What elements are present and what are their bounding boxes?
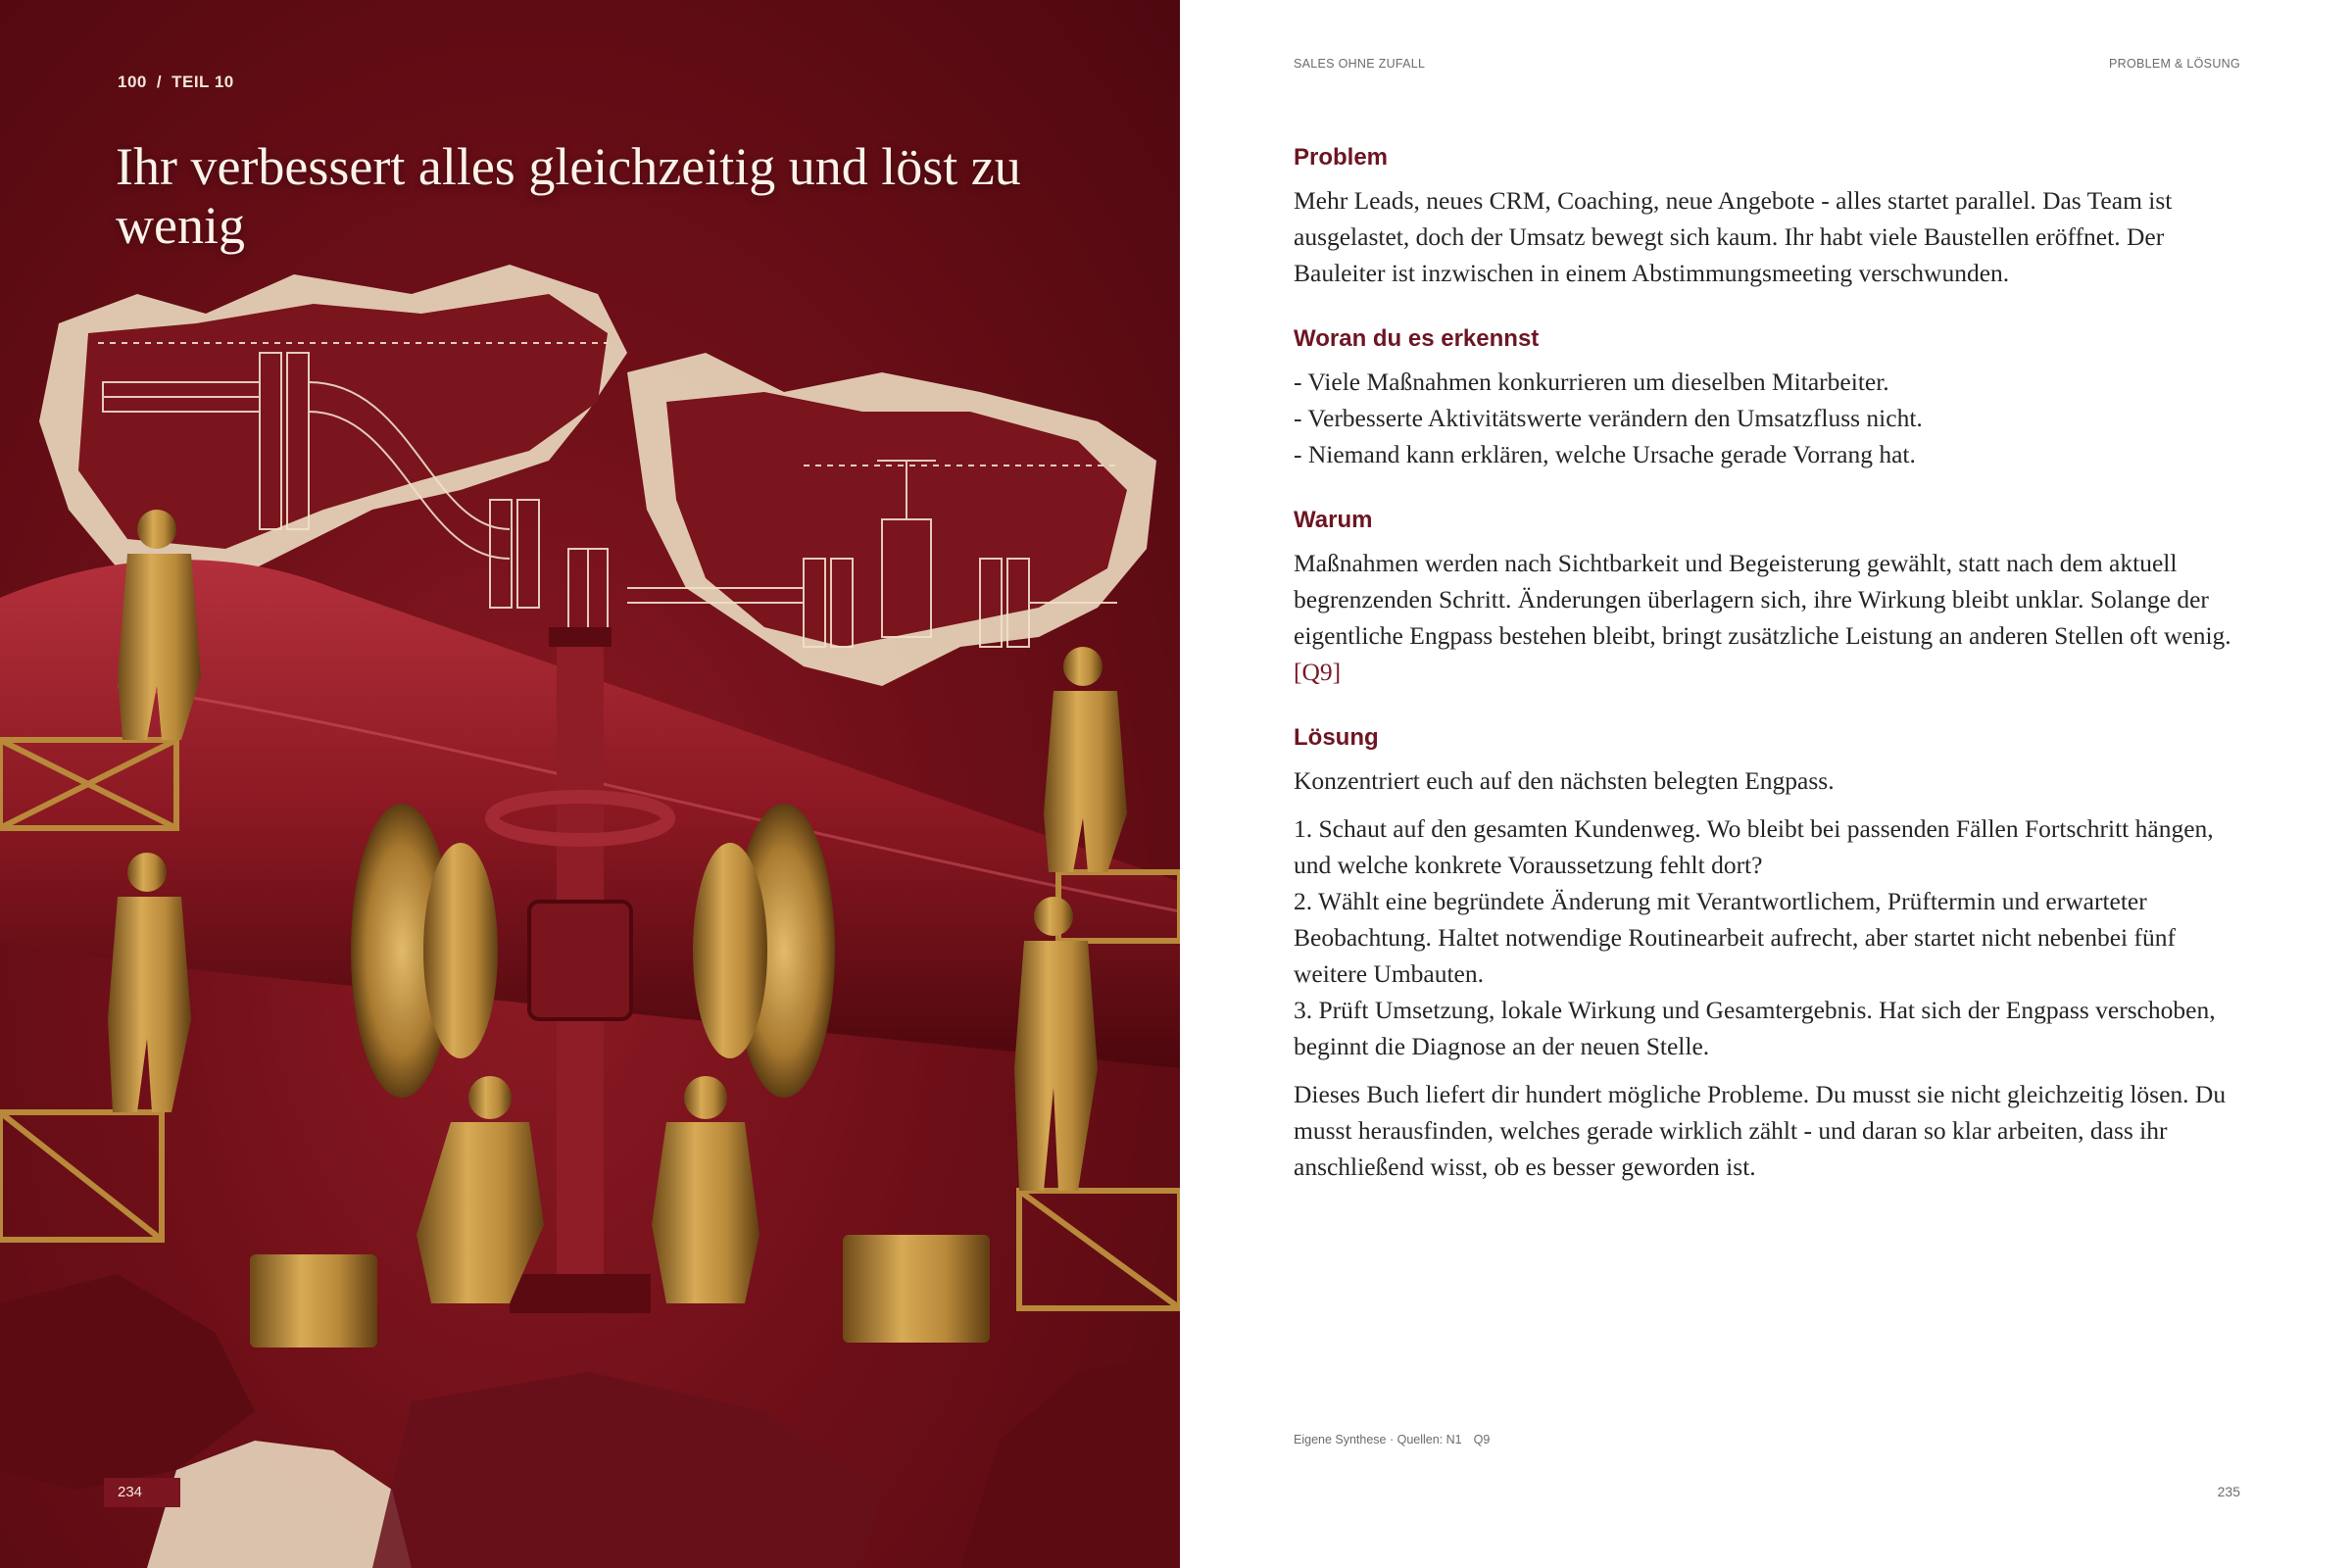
running-header-book-title: SALES OHNE ZUFALL — [1294, 57, 1426, 71]
right-page-number: 235 — [2217, 1484, 2240, 1499]
footnote — [1294, 1433, 1490, 1446]
content-body — [1294, 143, 2242, 1218]
citation-link-q9[interactable]: [Q9] — [1294, 658, 1342, 686]
solution-intro: Konzentriert euch auf den nächsten belegten Engpass. — [1294, 766, 1835, 795]
list-item: - Viele Maßnahmen konkurrieren um dieselben Mitarbeiter. — [1294, 368, 1889, 396]
solution-closing: Dieses Buch liefert dir hundert mögliche Probleme. Du musst sie nicht gleichzeitig lösen. Du musst herausfinden, welches gerade wirklich zählt - und daran so klar arbeiten, dass ihr anschließend wisst, ob es besser geworden ist. — [1294, 1080, 2227, 1181]
list-item: - Niemand kann erklären, welche Ursache gerade Vorrang hat. — [1294, 440, 1916, 468]
heading-signs: Woran du es erkennst — [1294, 325, 1540, 352]
section-signs — [1294, 324, 2242, 472]
heading-why: Warum — [1294, 507, 1373, 533]
solution-step: 1. Schaut auf den gesamten Kundenweg. Wo bleibt bei passenden Fällen Fortschritt hängen, und welche konkrete Voraussetzung fehlt dort? — [1294, 814, 2214, 879]
solution-step: 2. Wählt eine begründete Änderung mit Verantwortlichem, Prüftermin und erwarteter Beobachtung. Haltet notwendige Routinearbeit aufrecht, aber startet nicht nebenbei fünf weitere Umbauten. — [1294, 887, 2176, 988]
problem-text: Mehr Leads, neues CRM, Coaching, neue Angebote - alles startet parallel. Das Team ist ausgelastet, doch der Umsatz bewegt sich kaum. Ihr habt viele Baustellen eröffnet. Der Bauleiter ist inzwischen in einem Abstimmungsmeeting verschwunden. — [1294, 186, 2173, 287]
footnote-sources: Eigene Synthese · Quellen: N1 — [1294, 1433, 1462, 1446]
running-header-section: PROBLEM & LÖSUNG — [2109, 57, 2240, 71]
heading-solution: Lösung — [1294, 724, 1379, 751]
list-item: - Verbesserte Aktivitätswerte verändern den Umsatzfluss nicht. — [1294, 404, 1923, 432]
solution-step: 3. Prüft Umsetzung, lokale Wirkung und Gesamtergebnis. Hat sich der Engpass verschoben, beginnt die Diagnose an der neuen Stelle. — [1294, 996, 2216, 1060]
why-paragraph — [1294, 545, 2242, 690]
breadcrumb-page: 100 — [118, 73, 147, 91]
left-page-number: 234 — [104, 1478, 180, 1507]
section-why — [1294, 506, 2242, 690]
right-page — [1180, 0, 2352, 1568]
footnote-ref-q9[interactable]: Q9 — [1473, 1433, 1491, 1446]
page-title: Ihr verbessert alles gleichzeitig und löst zu wenig — [116, 137, 1021, 255]
why-text: Maßnahmen werden nach Sichtbarkeit und Begeisterung gewählt, statt nach dem aktuell begrenzenden Schritt. Änderungen überlagern sich, ihre Wirkung bleibt unklar. Solange der eigentliche Engpass bestehen bleibt, bringt zusätzliche Leistung an anderen Stellen oft wenig. — [1294, 549, 2231, 650]
breadcrumb — [118, 73, 234, 92]
section-solution — [1294, 723, 2242, 1185]
section-problem — [1294, 143, 2242, 291]
heading-problem: Problem — [1294, 144, 1389, 171]
breadcrumb-part: TEIL 10 — [172, 73, 234, 91]
breadcrumb-separator: / — [156, 73, 163, 91]
